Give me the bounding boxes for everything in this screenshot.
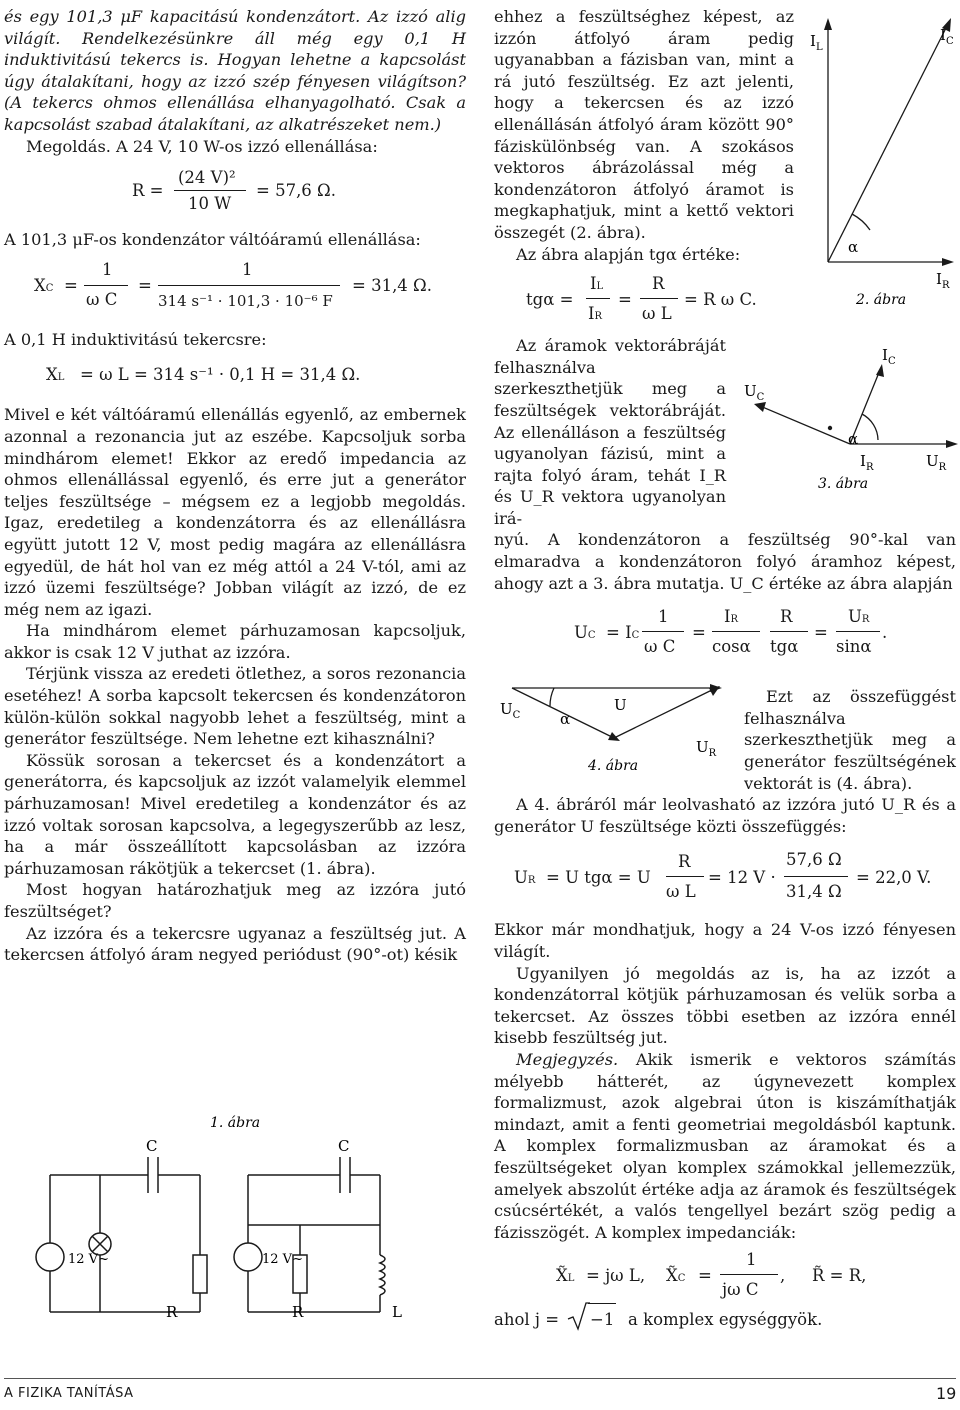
fig1-r-b: R (292, 1303, 304, 1321)
fig1-label: 1. ábra (210, 1115, 261, 1131)
eq4-num1: IL (590, 274, 604, 294)
eq2-den2: 314 s⁻¹ · 101,3 · 10⁻⁶ F (158, 291, 333, 310)
eq2-lhs: XC (34, 275, 54, 295)
eq5-n1: 1 (658, 607, 669, 627)
para-parallel: Ha mindhárom elemet párhuzamosan kapcsoljuk, akkor is csak 12 V juthat az izzóra. (4, 621, 466, 662)
para-connect: Kössük sorosan a tekercset és a kondenzátort a generátorra, és kapcsoljuk az izzót valamelyik elemmel párhuzamosan! Mivel eredetileg a kondenzátor és az izzó voltak sorosan kapcsolva, a legegyszerűbb az lesz, ha a már összeállított kapcsolásban az izzóra párhuzamosan rákötjük a tekercset (1. ábra). (4, 750, 466, 878)
fig2-label: 2. ábra (856, 292, 907, 308)
eq5-d3: tgα (770, 637, 799, 657)
fig1-src-b: 12 V~ (262, 1252, 303, 1267)
eq7-c: X̃C (666, 1266, 686, 1286)
eq5-d1: ω C (644, 637, 676, 657)
sqrt-sign-icon (566, 1301, 590, 1333)
eq4-eq: = (618, 290, 632, 310)
equation-xc (4, 251, 466, 321)
eq6-n1: R (678, 852, 691, 872)
eq2-num2: 1 (242, 259, 253, 279)
eq6-d1: ω L (666, 882, 696, 902)
eq5-d2: cosα (712, 637, 751, 657)
note-body: Akik ismerik e vektoros számítás mélyebb hátterét, az úgynevezett komplex formalizmust, azok algebrai úton is kiszámíthatják mindazt, amit a fenti geometriai megoldásból kaptunk. A komplex formalizmusban az áramokat és a feszültségeket olyan komplex számokkal jellemezzük, amelyek abszolút értéke adja az áramok és feszültségek csúcsértékét, a valós tengellyel bezárt szög pedig a fázisszögét. A komplex impedanciák: (494, 1049, 956, 1242)
left-column (4, 6, 466, 966)
problem-intro: és egy 101,3 μF kapacitású kondenzátort. Az izzó alig világít. Rendelkezésünkre áll még egy 0,1 H induktivitású tekercs is. Hogyan lehetne a kapcsolást úgy átalakítani, hogy az izzó szép fényesen világítson? (A tekercs ohmos ellenállása elhanyagolható. Csak a kapcsolást szabad átalakítani, az alkatrészeket nem.) (4, 7, 466, 134)
eq7-bar (720, 1274, 778, 1275)
eq6-b: = 12 V · (708, 868, 776, 888)
para-tg: Az ábra alapján tgα értéke: (516, 244, 741, 264)
eq6-a: = U tgα = U (546, 868, 651, 888)
fig1-l: L (392, 1303, 402, 1321)
fig4-ur: $U_R$ (696, 738, 717, 759)
eq7-d: = (698, 1266, 712, 1286)
equation-j (494, 1305, 956, 1335)
para-alt-solution: Ugyanilyen jó megoldás az is, ha az izzót a kondenzátorral kötjük párhuzamosan és velük sorba a tekercset. Az összes többi esetben az izzóra ennél kisebb feszültség jut. (494, 963, 956, 1048)
sqrt-bar (588, 1303, 616, 1304)
eq1-lhs: R = (132, 181, 164, 201)
para-voltage-diagram: Az áramok vektorábráját felhasználva szerkeszthetjük meg a feszültségek vektorábráját. Az ellenálláson a feszültség ugyanolyan fázisú, mint a rajta folyó áram, tehát I_R és U_R vektora ugyanolyan irá- (494, 336, 726, 528)
fig1-c-a: C (146, 1137, 158, 1155)
fig3-ic: $I_C$ (882, 346, 896, 367)
eq7-n: 1 (746, 1250, 757, 1270)
eq4-den2: ω L (642, 304, 672, 324)
eq3-rhs: = ω L = 314 s⁻¹ · 0,1 H = 31,4 Ω. (80, 365, 361, 385)
eq5-bar1 (642, 631, 684, 632)
eq7-a: X̃L (556, 1266, 575, 1286)
fig1-c-b: C (338, 1137, 350, 1155)
eq6-c: = 22,0 V. (856, 868, 932, 888)
eq2-bar1 (84, 285, 128, 286)
eq2-bar2 (158, 285, 340, 286)
eq6-d2: 31,4 Ω (786, 882, 842, 902)
fig2-ic: $I_C$ (940, 26, 954, 47)
eq1-num: (24 V)² (178, 168, 236, 188)
fig2-ir: $I_R$ (936, 270, 950, 291)
eq5-end: . (882, 623, 888, 643)
inductor-line: A 0,1 H induktivitású tekercsre: (4, 329, 267, 349)
eq1-rhs: = 57,6 Ω. (256, 181, 336, 201)
eq4-num2: R (652, 274, 665, 294)
eq3-lhs: XL (46, 365, 65, 385)
figure-4-generator-vector (494, 674, 734, 784)
para-voltage: Az izzóra és a tekercsre ugyanaz a feszültség jut. A tekercsen átfolyó áram negyed periódust (90°-ot) késik (4, 923, 466, 965)
eq5-eq3: = (814, 623, 828, 643)
j-radicand: −1 (590, 1310, 615, 1330)
figure-3-voltage-vectors (730, 340, 960, 500)
eq5-bar4 (836, 631, 880, 632)
para-bright: Ekkor már mondhatjuk, hogy a 24 V-os izzó fényesen világít. (494, 920, 956, 961)
fig1-src-a: 12 V~ (68, 1252, 109, 1267)
eq2-rhs: = 31,4 Ω. (352, 275, 432, 295)
fig4-uc: $U_C$ (500, 700, 521, 721)
j-prefix: ahol j = (494, 1310, 560, 1330)
eq7-e: , (780, 1266, 786, 1286)
eq2-eq2: = (138, 275, 152, 295)
eq5-lhs: UC (574, 623, 596, 643)
fig3-alpha: α (848, 430, 859, 448)
para-capacitor-phase: nyú. A kondenzátoron a feszültség 90°-kal van elmaradva a kondenzátoron folyó áramhoz képest, ahogy azt a 3. ábra mutatja. U_C értéke az ábra alapján (494, 530, 956, 593)
eq6-n2: 57,6 Ω (786, 850, 842, 870)
eq6-lhs: UR (514, 868, 536, 888)
fig1-r-a: R (166, 1303, 178, 1321)
j-suffix: a komplex egységgyök. (628, 1310, 823, 1330)
fig4-label: 4. ábra (588, 758, 639, 774)
equation-complex (494, 1243, 956, 1305)
eq1-den: 10 W (188, 194, 232, 214)
fig2-alpha: α (848, 238, 859, 256)
eq4-bar1 (586, 298, 610, 299)
eq4-lhs: tgα = (526, 290, 574, 310)
eq5-m: R (780, 607, 793, 627)
eq5-d4: sinα (836, 637, 872, 657)
eq5-eq2: = (692, 623, 706, 643)
eq4-bar2 (640, 298, 678, 299)
para-resonance: Mivel e két váltóáramú ellenállás egyenlő, az embernek azonnal a rezonancia jut az eszébe. Kapcsoljuk sorba mindhárom elemet! Ekkor az eredő impedancia az ohmos ellenállással egyenlő, és erre jut a generátor teljes feszültsége – mégsem ez a legjobb megoldás. Igaz, eredetileg a kondenzátorra és az ellenállásra együtt jutott 12 V, most pedig magára az ellenállásra egyedül, de hát hol van ez még attól a 24 V-tól, ami az izzó üzemi feszültsége? Jobban világít az izzó, de ez még nem az igazi. (4, 405, 466, 619)
eq7-f: R̃ = R, (812, 1266, 867, 1286)
equation-resistance (4, 157, 466, 225)
para-return: Térjünk vissza az eredeti ötlethez, a soros rezonancia esetéhez! A sorba kapcsolt tekercsen és kondenzátoron külön-külön sokkal nagyobb lehet a feszültség, mint a generátor feszültsége. Nem lehetne ezt kihasználni? (4, 664, 466, 749)
equation-uc (494, 594, 956, 672)
note-head: Megjegyzés. (516, 1049, 619, 1069)
journal-name: A FIZIKA TANÍTÁSA (4, 1386, 134, 1401)
eq7-den: jω C (722, 1280, 759, 1300)
fig3-ur: $U_R$ (926, 452, 947, 473)
eq5-bar2 (712, 631, 760, 632)
eq4-rhs: = R ω C. (684, 290, 757, 310)
fig3-label: 3. ábra (818, 476, 869, 492)
eq2-num1: 1 (102, 259, 113, 279)
figure-1-circuits (0, 1105, 470, 1340)
footer-rule (4, 1378, 956, 1379)
eq6-bar2 (784, 876, 848, 877)
capacitor-line: A 101,3 μF-os kondenzátor váltóáramú ellenállása: (4, 230, 421, 250)
para-question: Most hogyan határozhatjuk meg az izzóra jutó feszültséget? (4, 880, 466, 921)
fig4-u: U (614, 696, 627, 714)
fig3-ir: $I_R$ (860, 452, 874, 473)
fig3-uc: $U_C$ (744, 382, 765, 403)
fig4-alpha: α (560, 710, 571, 728)
eq5-n2: IR (724, 607, 739, 627)
eq1-bar (174, 190, 246, 191)
solution-line: Megoldás. A 24 V, 10 W-os izzó ellenállása: (26, 136, 378, 156)
equation-ur (494, 837, 956, 919)
figure-2-current-vectors (790, 4, 960, 314)
eq5-ic: = IC (606, 623, 640, 643)
eq7-b: = jω L, (586, 1266, 646, 1286)
eq6-bar1 (666, 876, 704, 877)
eq5-bar3 (770, 631, 808, 632)
eq2-eq: = (64, 275, 78, 295)
fig2-il: $I_L$ (810, 32, 823, 53)
para-note (494, 1049, 956, 1243)
eq5-n3: UR (848, 607, 870, 627)
eq4-den1: IR (588, 304, 603, 324)
eq2-den1: ω C (86, 289, 118, 309)
page-number: 19 (936, 1384, 957, 1403)
para-relation: A 4. ábráról már leolvasható az izzóra jutó U_R és a generátor U feszültsége közti összefüggés: (494, 795, 956, 836)
para-phase: ehhez a feszültséghez képest, az izzón átfolyó áram pedig ugyanabban a fázisban van, mint a rá jutó feszültség. Ez azt jelenti, hogy a tekercsen és az izzó ellenállásán átfolyó áram között 90° fáziskülönbség van. A szokásos vektoros ábrázolással még a kondenzátoron átfolyó áramot is megkaphatjuk, mint a kettő vektori összegét (2. ábra). (494, 7, 794, 242)
para-generator-vector: Ezt az összefüggést felhasználva szerkeszthetjük meg a generátor feszültségének vektorát is (4. ábra). (744, 687, 956, 793)
equation-xl (4, 350, 466, 398)
